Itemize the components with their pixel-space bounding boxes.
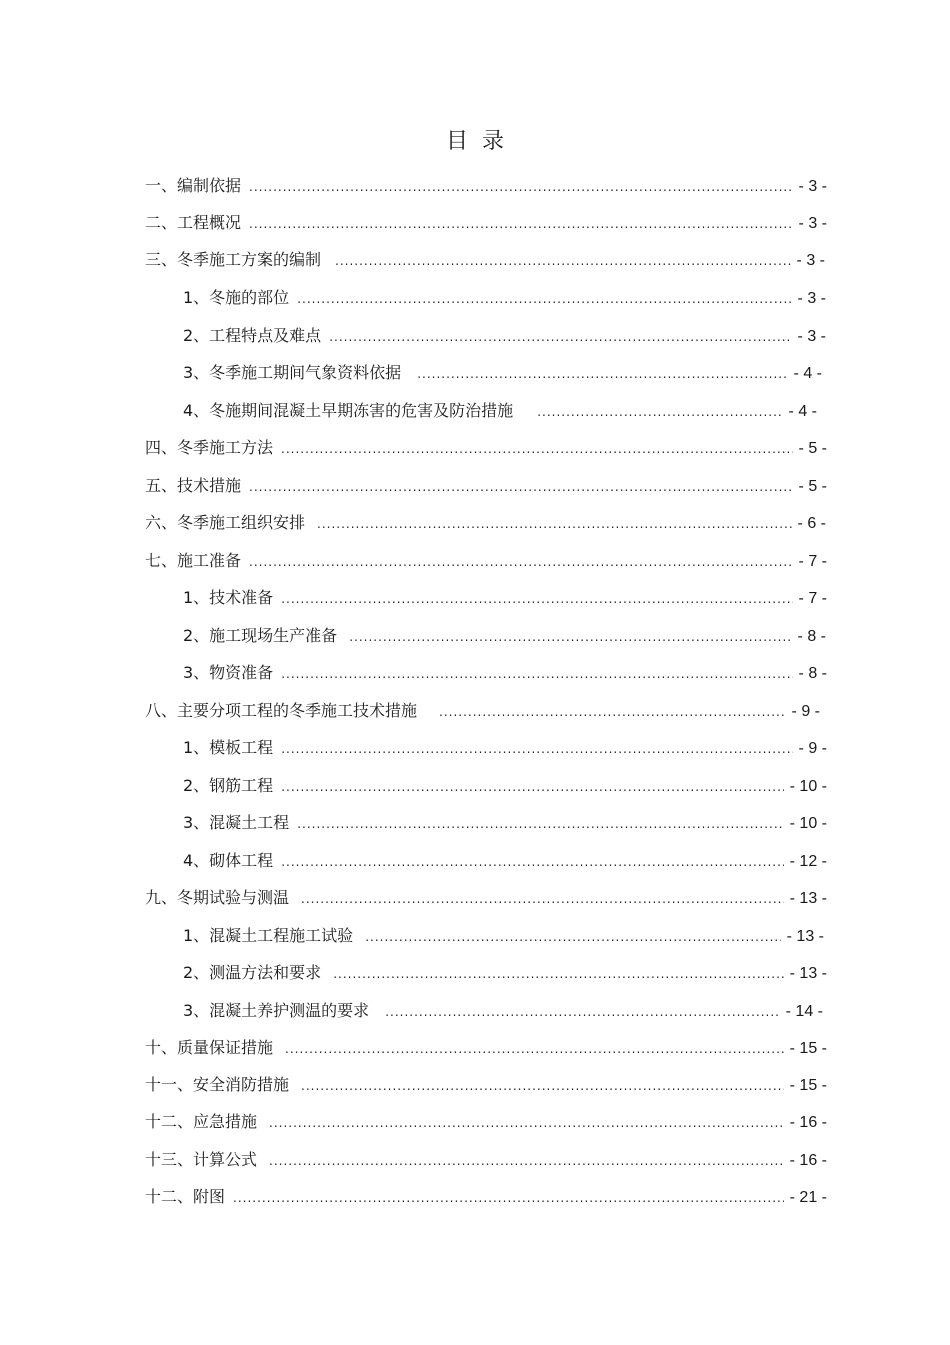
toc-entry-page: - 6 - — [797, 515, 826, 532]
toc-entry-label: 七、施工准备 — [145, 551, 242, 570]
toc-entry-page: - 4 - — [788, 403, 817, 420]
toc-entry-label: 八、主要分项工程的冬季施工技术措施 — [145, 701, 418, 720]
toc-entry[interactable] — [183, 774, 827, 798]
toc-entry[interactable] — [183, 624, 826, 648]
toc-entry-page: - 8 - — [798, 665, 827, 682]
toc-entry-page: - 14 - — [785, 1003, 823, 1020]
toc-entry[interactable] — [183, 586, 827, 610]
toc-entry[interactable] — [145, 511, 826, 535]
toc-entry-label: 四、冬季施工方法 — [145, 438, 274, 457]
leader-dots — [385, 1000, 779, 1024]
toc-entry[interactable] — [183, 961, 827, 985]
toc-entry-label: 2、工程特点及难点 — [183, 326, 322, 345]
leader-dots — [269, 1149, 784, 1173]
toc-entry[interactable] — [145, 474, 827, 498]
toc-entry-page: - 15 - — [789, 1040, 827, 1057]
toc-entry[interactable] — [183, 286, 826, 310]
toc-entry-page: - 10 - — [789, 778, 827, 795]
toc-entry-label: 3、混凝土工程 — [183, 813, 290, 832]
toc-entry-page: - 12 - — [789, 853, 827, 870]
toc-entry[interactable] — [145, 1073, 827, 1097]
toc-entry-page: - 3 - — [797, 328, 826, 345]
toc-entry[interactable] — [183, 924, 824, 948]
toc-entry-label: 3、冬季施工期间气象资料依据 — [183, 363, 402, 382]
leader-dots — [537, 400, 782, 424]
toc-entry[interactable] — [183, 661, 827, 685]
toc-entry-label: 3、物资准备 — [183, 663, 274, 682]
leader-dots — [249, 212, 793, 236]
leader-dots — [333, 962, 783, 986]
toc-entry-page: - 5 - — [798, 478, 827, 495]
toc-entry[interactable] — [145, 436, 827, 460]
toc-entry[interactable] — [145, 1185, 827, 1209]
leader-dots — [249, 550, 793, 574]
toc-entry-label: 1、冬施的部位 — [183, 288, 290, 307]
toc-entry-page: - 4 - — [793, 365, 822, 382]
toc-entry-label: 3、混凝土养护测温的要求 — [183, 1001, 370, 1020]
leader-dots — [317, 512, 792, 536]
toc-entry-page: - 7 - — [798, 553, 827, 570]
toc-entry-page: - 3 - — [796, 252, 825, 269]
toc-entry[interactable] — [145, 1036, 827, 1060]
toc-entry-page: - 9 - — [791, 703, 820, 720]
toc-entry-page: - 8 - — [797, 628, 826, 645]
toc-entry-label: 三、冬季施工方案的编制 — [145, 250, 322, 269]
toc-entry-label: 2、钢筋工程 — [183, 776, 274, 795]
toc-entry-page: - 3 - — [798, 178, 827, 195]
toc-entry-page: - 7 - — [798, 590, 827, 607]
toc-entry-label: 4、冬施期间混凝土早期冻害的危害及防治措施 — [183, 401, 514, 420]
leader-dots — [285, 1037, 784, 1061]
leader-dots — [281, 775, 783, 799]
leader-dots — [349, 625, 791, 649]
toc-entry-page: - 21 - — [789, 1189, 827, 1206]
toc-title — [0, 124, 950, 155]
toc-entry[interactable] — [145, 1148, 827, 1172]
leader-dots — [365, 925, 780, 949]
leader-dots — [301, 1074, 784, 1098]
toc-entry-label: 1、混凝土工程施工试验 — [183, 926, 354, 945]
toc-entry-label: 十、质量保证措施 — [145, 1038, 274, 1057]
leader-dots — [249, 175, 793, 199]
toc-entry-label: 六、冬季施工组织安排 — [145, 513, 306, 532]
toc-entry[interactable] — [183, 736, 827, 760]
toc-entry[interactable] — [183, 399, 817, 423]
leader-dots — [301, 887, 784, 911]
toc-entry-page: - 3 - — [797, 290, 826, 307]
leader-dots — [439, 700, 786, 724]
toc-entry-label: 十二、应急措施 — [145, 1112, 258, 1131]
toc-entry[interactable] — [145, 549, 827, 573]
leader-dots — [281, 587, 792, 611]
toc-entry-label: 4、砌体工程 — [183, 851, 274, 870]
toc-entry[interactable] — [145, 886, 827, 910]
leader-dots — [335, 249, 791, 273]
toc-entry[interactable] — [145, 699, 820, 723]
toc-title-text: 目 录 — [446, 129, 504, 154]
toc-entry-label: 1、模板工程 — [183, 738, 274, 757]
toc-entry[interactable] — [183, 324, 826, 348]
toc-entry[interactable] — [145, 1110, 827, 1134]
leader-dots — [281, 662, 792, 686]
toc-entry-page: - 5 - — [798, 440, 827, 457]
toc-entry[interactable] — [145, 174, 827, 198]
toc-entry-label: 五、技术措施 — [145, 476, 242, 495]
leader-dots — [281, 850, 783, 874]
toc-entry-page: - 10 - — [789, 815, 827, 832]
toc-entry[interactable] — [183, 849, 827, 873]
toc-entry-label: 一、编制依据 — [145, 176, 242, 195]
leader-dots — [249, 475, 793, 499]
toc-entry-label: 十二、附图 — [145, 1187, 226, 1206]
toc-entry[interactable] — [183, 361, 822, 385]
leader-dots — [281, 737, 792, 761]
toc-entry-label: 二、工程概况 — [145, 213, 242, 232]
leader-dots — [233, 1186, 784, 1210]
toc-entry[interactable] — [183, 999, 823, 1023]
leader-dots — [417, 362, 787, 386]
toc-entry-label: 九、冬期试验与测温 — [145, 888, 290, 907]
toc-entry-page: - 9 - — [798, 740, 827, 757]
toc-entry-page: - 13 - — [789, 890, 827, 907]
toc-entry-label: 2、测温方法和要求 — [183, 963, 322, 982]
leader-dots — [281, 437, 793, 461]
toc-entry[interactable] — [183, 811, 827, 835]
leader-dots — [329, 325, 791, 349]
toc-entry[interactable] — [145, 248, 825, 272]
toc-entry-page: - 16 - — [789, 1114, 827, 1131]
leader-dots — [269, 1111, 784, 1135]
toc-entry-page: - 16 - — [789, 1152, 827, 1169]
toc-entry-page: - 13 - — [789, 965, 827, 982]
toc-entry-label: 十三、计算公式 — [145, 1150, 258, 1169]
leader-dots — [297, 812, 783, 836]
toc-entry-label: 十一、安全消防措施 — [145, 1075, 290, 1094]
toc-entry-page: - 3 - — [798, 215, 827, 232]
toc-entry[interactable] — [145, 211, 827, 235]
toc-entry-page: - 13 - — [786, 928, 824, 945]
toc-entry-label: 1、技术准备 — [183, 588, 274, 607]
toc-entry-page: - 15 - — [789, 1077, 827, 1094]
toc-entry-label: 2、施工现场生产准备 — [183, 626, 338, 645]
leader-dots — [297, 287, 791, 311]
